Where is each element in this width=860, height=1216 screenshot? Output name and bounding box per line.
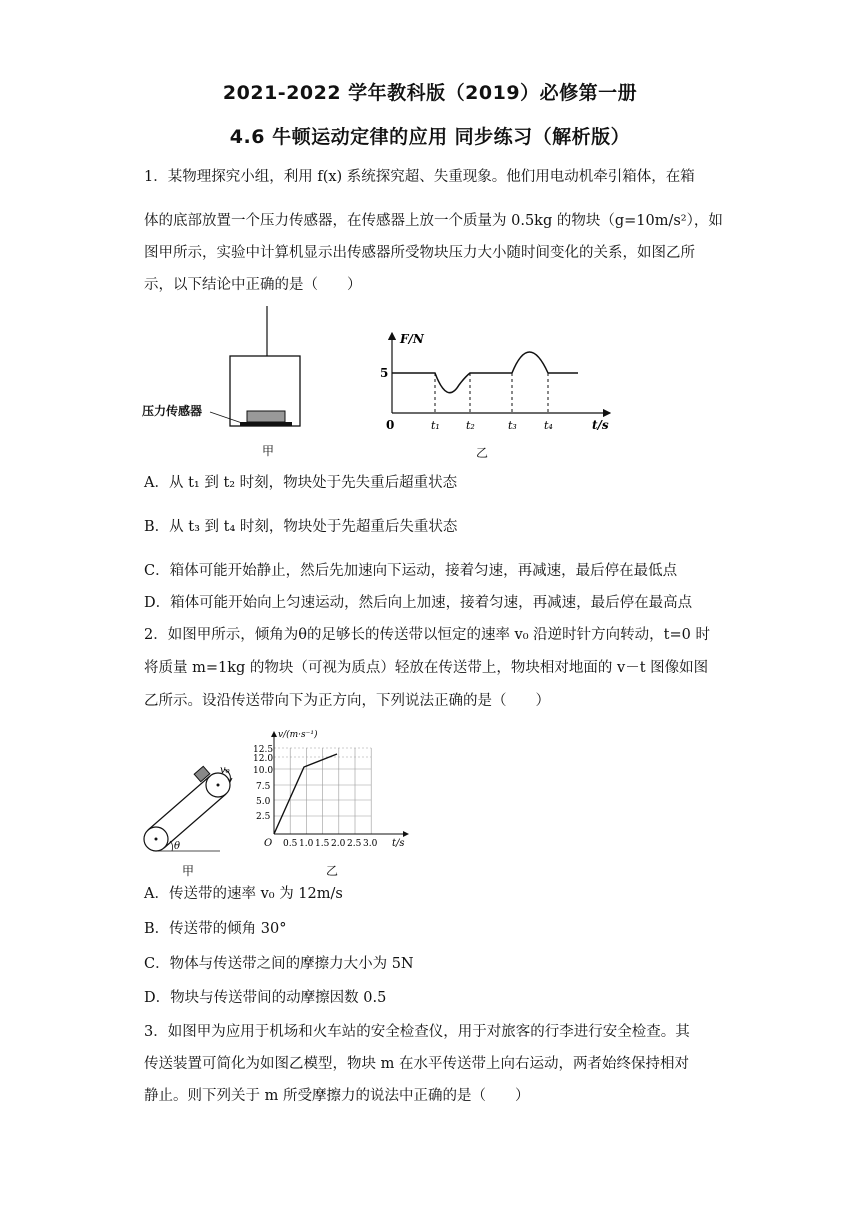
q1-text-line3: 图甲所示，实验中计算机显示出传感器所受物块压力大小随时间变化的关系，如图乙所 <box>144 245 695 261</box>
q2-text-line1: 2．如图甲所示，倾角为θ的足够长的传送带以恒定的速率 v₀ 沿逆时针方向转动，t=0 时 <box>144 627 710 643</box>
q1-ft-graph <box>380 325 620 435</box>
origin-label: 0 <box>386 418 395 432</box>
q1-sensor-label: 压力传感器 <box>142 404 203 418</box>
q1-text-line4: 示，以下结论中正确的是（ ） <box>144 277 362 293</box>
x-tick-t1: t₁ <box>431 419 440 432</box>
q2-option-b: B．传送带的倾角 30° <box>144 921 287 937</box>
q2-figure-belt <box>140 755 250 855</box>
q1-figure-box <box>140 300 310 460</box>
vt-y-tick-7.5: 7.5 <box>256 782 271 792</box>
q2-option-c: C．物体与传送带之间的摩擦力大小为 5N <box>144 956 414 972</box>
belt-angle-label: θ <box>174 841 181 852</box>
vt-y-tick-12.5: 12.5 <box>253 745 274 755</box>
vt-x-label: t/s <box>392 838 405 849</box>
vt-y-tick-2.5: 2.5 <box>256 812 271 822</box>
q1-option-a: A．从 t₁ 到 t₂ 时刻，物块处于先失重后超重状态 <box>144 475 458 491</box>
block-shape <box>247 411 285 422</box>
q1-option-d: D．箱体可能开始向上匀速运动，然后向上加速，接着匀速，再减速，最后停在最高点 <box>144 595 693 611</box>
q1-fig-b-caption: 乙 <box>476 446 489 460</box>
x-tick-t2: t₂ <box>466 419 475 432</box>
belt-top-run <box>148 776 210 830</box>
vt-grid <box>274 748 371 834</box>
vt-velocity-line <box>274 754 337 834</box>
q3-text-line3: 静止。则下列关于 m 所受摩擦力的说法中正确的是（ ） <box>144 1088 530 1104</box>
q2-fig-b-caption: 乙 <box>326 864 339 878</box>
vt-y-tick-10.0: 10.0 <box>253 766 274 776</box>
doc-title-line2: 4.6 牛顿运动定律的应用 同步练习（解析版） <box>229 126 631 148</box>
sensor-pointer <box>210 412 242 423</box>
belt-bottom-run <box>164 794 226 848</box>
q2-text-line2: 将质量 m=1kg 的物块（可视为质点）轻放在传送带上，物块相对地面的 v－t 图像如图 <box>144 660 709 676</box>
doc-title-line1: 2021-2022 学年教科版（2019）必修第一册 <box>222 82 638 104</box>
q3-text-line2: 传送装置可简化为如图乙模型，物块 m 在水平传送带上向右运动，两者始终保持相对 <box>144 1056 689 1072</box>
y-axis-label: F/N <box>400 332 424 346</box>
vt-x-tick-2.0: 2.0 <box>331 839 346 849</box>
x-tick-t4: t₄ <box>544 419 553 432</box>
x-tick-t3: t₃ <box>508 419 517 432</box>
y-tick-5: 5 <box>380 366 389 380</box>
q2-vt-graph <box>248 728 418 854</box>
force-curve <box>392 352 578 393</box>
vt-x-tick-0.5: 0.5 <box>283 839 298 849</box>
q1-fig-a-caption: 甲 <box>262 444 275 458</box>
q1-text-line2: 体的底部放置一个压力传感器，在传感器上放一个质量为 0.5kg 的物块（g=10m/s²），如 <box>144 213 723 229</box>
vt-x-tick-2.5: 2.5 <box>347 839 362 849</box>
vt-x-tick-3.0: 3.0 <box>363 839 378 849</box>
q2-text-line3: 乙所示。设沿传送带向下为正方向，下列说法正确的是（ ） <box>144 693 550 709</box>
vt-x-tick-1.0: 1.0 <box>299 839 314 849</box>
vt-y-tick-12.0: 12.0 <box>253 754 274 764</box>
belt-v0-label: v₀ <box>220 765 230 776</box>
q1-option-b: B．从 t₃ 到 t₄ 时刻，物块处于先超重后失重状态 <box>144 519 458 535</box>
x-axis-label: t/s <box>592 418 609 432</box>
sensor-plate <box>240 422 292 426</box>
q2-option-a: A．传送带的速率 v₀ 为 12m/s <box>144 886 343 902</box>
vt-y-label: v/(m·s⁻¹) <box>278 730 318 740</box>
q2-fig-a-caption: 甲 <box>182 864 195 878</box>
vt-y-tick-5.0: 5.0 <box>256 797 271 807</box>
q1-option-c: C．箱体可能开始静止，然后先加速向下运动，接着匀速，再减速，最后停在最低点 <box>144 563 678 579</box>
vt-x-tick-1.5: 1.5 <box>315 839 330 849</box>
q3-text-line1: 3．如图甲为应用于机场和火车站的安全检查仪，用于对旅客的行李进行安全检查。其 <box>144 1024 690 1040</box>
vt-origin: O <box>264 838 273 849</box>
q2-option-d: D．物块与传送带间的动摩擦因数 0.5 <box>144 990 387 1006</box>
q1-text-line1: 1．某物理探究小组，利用 f(x) 系统探究超、失重现象。他们用电动机牵引箱体，在箱 <box>144 169 695 185</box>
